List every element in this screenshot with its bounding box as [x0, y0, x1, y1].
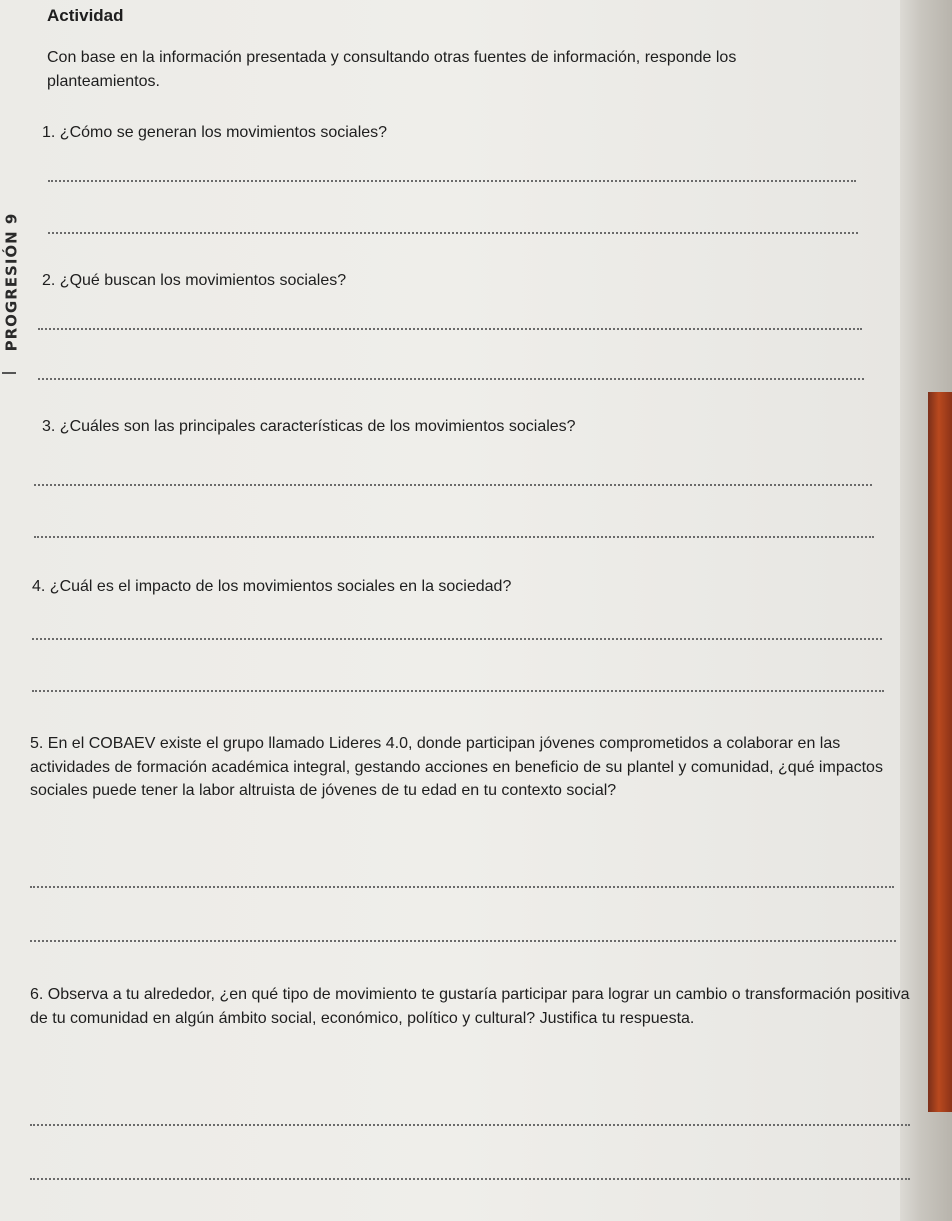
answer-line[interactable] — [48, 232, 858, 234]
question-1: 1. ¿Cómo se generan los movimientos sociales? — [42, 124, 388, 141]
answer-line[interactable] — [30, 1178, 910, 1180]
question-6: 6. Observa a tu alrededor, ¿en qué tipo de movimiento te gustaría participar para lograr un cambio o transformación positiva de tu comunidad en algún ámbito social, económico, político y cultural? Justifica tu respuesta. — [30, 986, 910, 1027]
answer-line[interactable] — [48, 180, 856, 182]
answer-line[interactable] — [38, 328, 862, 330]
question-5: 5. En el COBAEV existe el grupo llamado Lideres 4.0, donde participan jóvenes comprometidos a colaborar en las actividades de formación académica integral, gestando acciones en beneficio de su plantel y comunidad, ¿qué impactos sociales puede tener la labor altruista de jóvenes de tu edad en tu contexto social? — [30, 735, 883, 799]
pencil-object — [928, 392, 952, 1112]
side-tab-divider — [2, 372, 16, 374]
question-4: 4. ¿Cuál es el impacto de los movimientos sociales en la sociedad? — [32, 578, 512, 595]
side-tab — [0, 212, 22, 352]
answer-line[interactable] — [30, 940, 896, 942]
answer-line[interactable] — [30, 1124, 910, 1126]
side-tab-label: PROGRESIÓN 9 — [2, 212, 21, 352]
answer-line[interactable] — [32, 638, 882, 640]
activity-title: Actividad — [47, 6, 124, 25]
question-3: 3. ¿Cuáles son las principales características de los movimientos sociales? — [42, 418, 576, 435]
answer-line[interactable] — [32, 690, 884, 692]
answer-line[interactable] — [30, 886, 894, 888]
answer-line[interactable] — [34, 536, 874, 538]
answer-line[interactable] — [38, 378, 864, 380]
instructions-text: Con base en la información presentada y consultando otras fuentes de información, responde los planteamientos. — [47, 49, 737, 90]
question-2: 2. ¿Qué buscan los movimientos sociales? — [42, 272, 347, 289]
answer-line[interactable] — [34, 484, 872, 486]
